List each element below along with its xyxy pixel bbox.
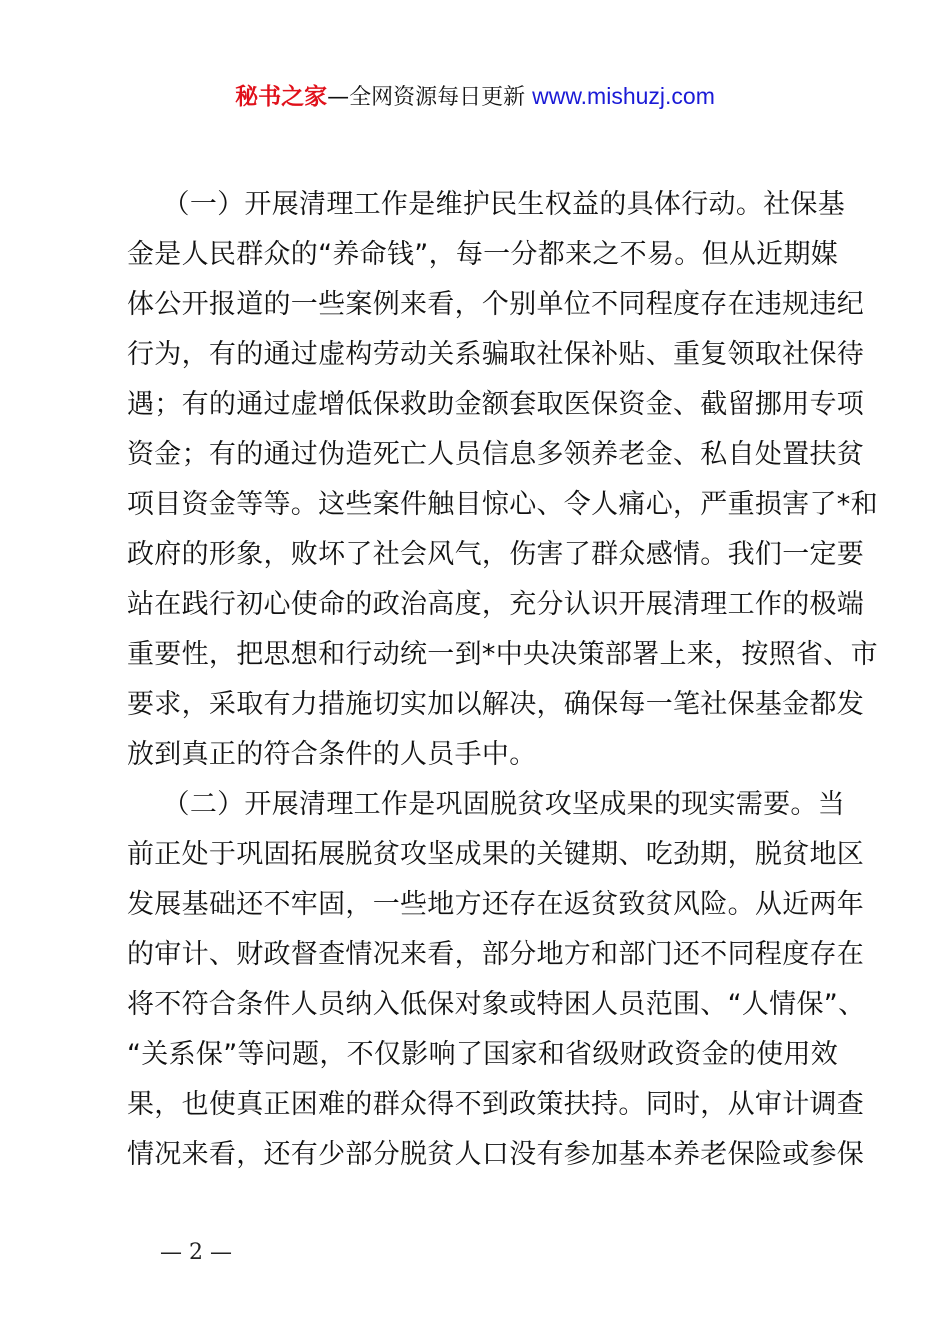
body-line: 发展基础还不牢固，一些地方还存在返贫致贫风险。从近两年 [127,889,865,920]
body-line: 体公开报道的一些案例来看，个别单位不同程度存在违规违纪 [127,289,865,320]
body-line: 重要性，把思想和行动统一到*中央决策部署上来，按照省、市 [127,639,878,670]
body-line: 政府的形象，败坏了社会风气，伤害了群众感情。我们一定要 [127,539,865,570]
body-line: 前正处于巩固拓展脱贫攻坚成果的关键期、吃劲期，脱贫地区 [127,839,865,870]
body-line: 项目资金等等。这些案件触目惊心、令人痛心，严重损害了*和 [127,489,878,520]
body-line: 情况来看，还有少部分脱贫人口没有参加基本养老保险或参保 [127,1139,865,1170]
body-line: 站在践行初心使命的政治高度，充分认识开展清理工作的极端 [127,589,865,620]
body-line: （一）开展清理工作是维护民生权益的具体行动。社保基 [127,189,846,220]
site-tagline: —全网资源每日更新 [327,85,533,110]
site-url-link[interactable]: www.mishuzj.com [532,83,715,109]
site-header [0,78,950,116]
body-line: 遇；有的通过虚增低保救助金额套取医保资金、截留挪用专项 [127,389,865,420]
site-brand: 秘书之家 [235,84,328,110]
body-line: 的审计、财政督查情况来看，部分地方和部门还不同程度存在 [127,939,865,970]
body-line: 将不符合条件人员纳入低保对象或特困人员范围、“人情保”、 [127,989,866,1020]
body-line: 放到真正的符合条件的人员手中。 [127,739,537,770]
body-line: 行为，有的通过虚构劳动关系骗取社保补贴、重复领取社保待 [127,339,865,370]
body-line: 资金；有的通过伪造死亡人员信息多领养老金、私自处置扶贫 [127,439,865,470]
body-line: 要求，采取有力措施切实加以解决，确保每一笔社保基金都发 [127,689,865,720]
body-line: （二）开展清理工作是巩固脱贫攻坚成果的现实需要。当 [127,789,846,820]
document-body [127,180,878,1180]
body-line: 果，也使真正困难的群众得不到政策扶持。同时，从审计调查 [127,1089,865,1120]
body-line: “关系保”等问题，不仅影响了国家和省级财政资金的使用效 [127,1039,839,1070]
page-number: — 2 — [160,1240,232,1265]
body-line: 金是人民群众的“养命钱”，每一分都来之不易。但从近期媒 [127,239,839,270]
